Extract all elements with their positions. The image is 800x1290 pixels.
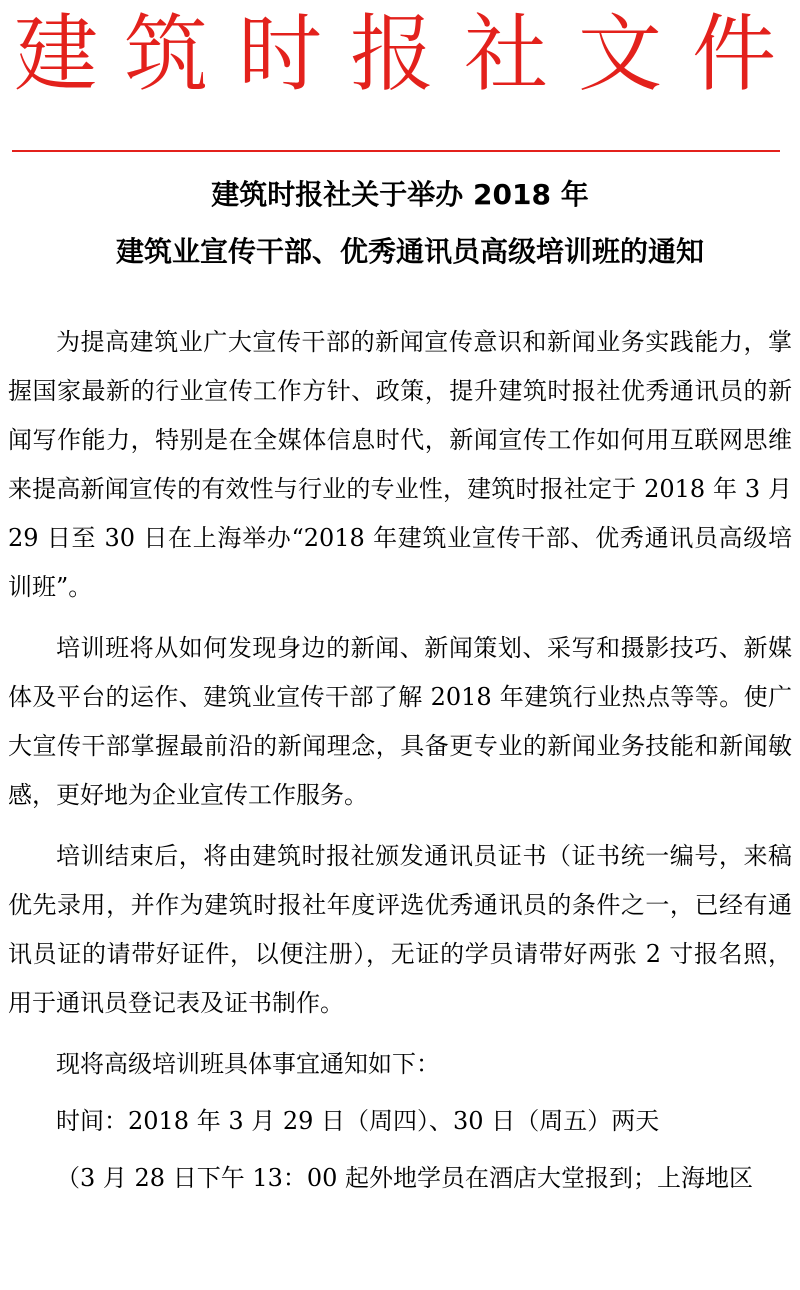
masthead-char: 件 xyxy=(692,5,777,103)
paragraph-purpose: 为提高建筑业广大宣传干部的新闻宣传意识和新闻业务实践能力，掌握国家最新的行业宣传工作方针、政策，提升建筑时报社优秀通讯员的新闻写作能力，特别是在全媒体信息时代，新闻宣传工作如何用互联网思维来提高新闻宣传的有效性与行业的专业性，建筑时报社定于 2018 年 3 月 29 日至 30 日在上海举办“2018 年建筑业宣传干部、优秀通讯员高级培训班”。 xyxy=(8,328,792,601)
document-title-line-2: 建筑业宣传干部、优秀通讯员高级培训班的通知 xyxy=(115,235,704,268)
document-body xyxy=(8,318,792,1211)
header-divider xyxy=(12,150,780,152)
masthead-char: 报 xyxy=(350,5,435,103)
paragraph-certificate: 培训结束后，将由建筑时报社颁发通讯员证书（证书统一编号，来稿优先录用，并作为建筑时报社年度评选优秀通讯员的条件之一，已经有通讯员证的请带好证件，以便注册），无证的学员请带好两张 2 寸报名照，用于通讯员登记表及证书制作。 xyxy=(8,842,792,1017)
paragraph-content: 培训班将从如何发现身边的新闻、新闻策划、采写和摄影技巧、新媒体及平台的运作、建筑业宣传干部了解 2018 年建筑行业热点等等。使广大宣传干部掌握最前沿的新闻理念，具备更专业的新闻业务技能和新闻敏感，更好地为企业宣传工作服务。 xyxy=(8,634,792,809)
masthead-title xyxy=(0,4,800,114)
masthead-char: 筑 xyxy=(124,5,209,103)
paragraph-time: 时间：2018 年 3 月 29 日（周四）、30 日（周五）两天 xyxy=(56,1107,660,1135)
masthead-char: 时 xyxy=(238,5,323,103)
paragraph-notice-intro: 现将高级培训班具体事宜通知如下： xyxy=(56,1050,440,1078)
masthead-char: 文 xyxy=(578,5,663,103)
masthead-char: 建 xyxy=(14,5,99,103)
masthead-char: 社 xyxy=(464,5,549,103)
document-title-line-1: 建筑时报社关于举办 2018 年 xyxy=(211,178,589,211)
paragraph-registration: （3 月 28 日下午 13：00 起外地学员在酒店大堂报到；上海地区 xyxy=(56,1164,754,1192)
